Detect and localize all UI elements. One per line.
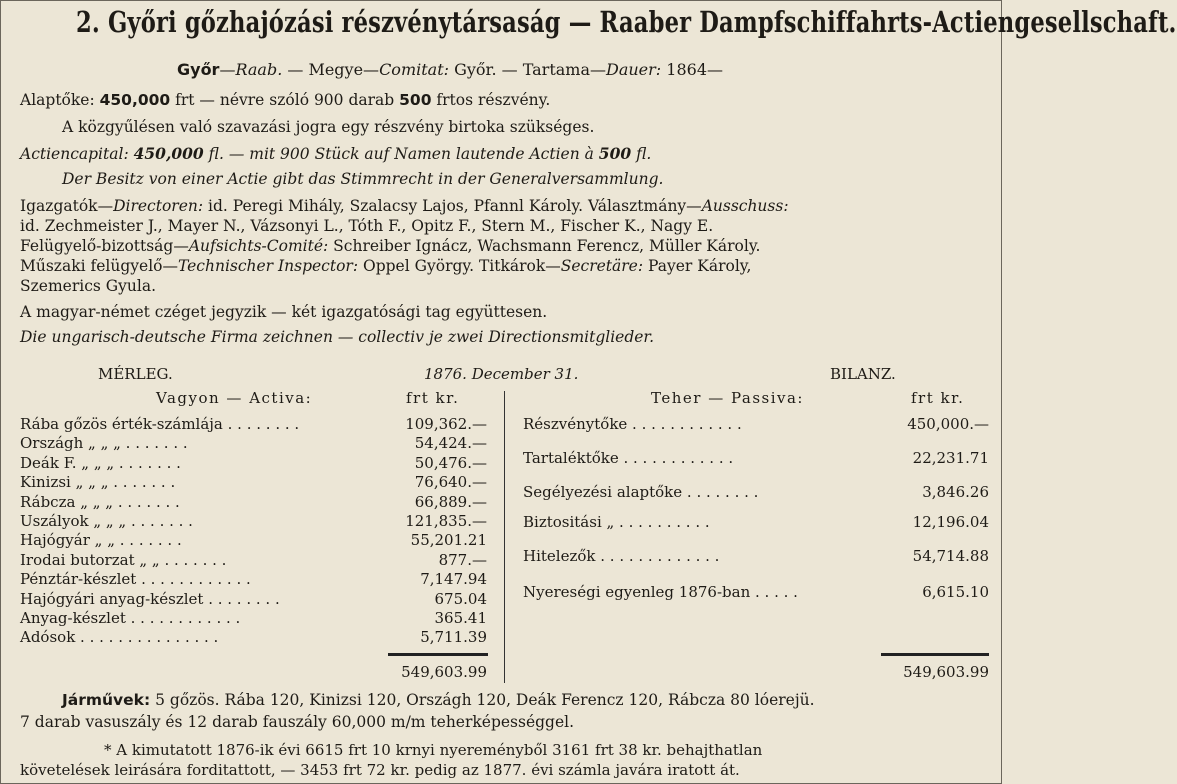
secretary-label: Secretäre: — [560, 257, 644, 275]
assets-header: Vagyon — Activa: — [156, 389, 313, 407]
supervisory-label-hu: Felügyelő-bizottság— — [20, 237, 189, 255]
capital-hu-share-value: 500 — [399, 91, 432, 109]
supervisory-label-de: Aufsichts-Comité: — [188, 237, 329, 255]
liability-label: Részvénytőke . . . . . . . . . . . . — [523, 415, 742, 433]
city-de: Raab. — [235, 60, 283, 79]
vessels-label: Járművek: — [62, 691, 151, 709]
vessels-line-1 — [62, 691, 815, 709]
liability-label: Segélyezési alaptőke . . . . . . . . — [523, 483, 759, 501]
capital-de-share-value: 500 — [598, 144, 632, 163]
ausschuss-label: Ausschuss: — [701, 197, 789, 215]
inspector-label-de: Technischer Inspector: — [177, 257, 359, 275]
directors-names: id. Peregi Mihály, Szalacsy Lajos, Pfannl Károly. Választmány— — [203, 197, 702, 215]
asset-value: 7,147.94 — [420, 570, 487, 589]
asset-value: 877.— — [438, 550, 487, 569]
seat-text-a: — Megye— — [282, 60, 380, 79]
firm-signature-de: Die ungarisch-deutsche Firma zeichnen — collectiv je zwei Directionsmitglieder. — [20, 328, 655, 346]
capital-hu-label: Alaptőke: — [20, 91, 100, 109]
assets-total-rule — [388, 653, 488, 656]
liability-value: 54,714.88 — [912, 547, 989, 565]
asset-label: Rába gőzös érték-számlája . . . . . . . . — [20, 415, 300, 433]
capital-de-end: fl. — [631, 145, 652, 163]
capital-hu-text: frt — névre szóló 900 darab — [170, 91, 400, 109]
liability-value: 3,846.26 — [922, 483, 989, 501]
asset-value: 109,362.— — [405, 415, 487, 433]
liability-label: Tartaléktőke . . . . . . . . . . . . — [523, 449, 734, 467]
capital-de — [20, 144, 651, 163]
asset-value: 675.04 — [434, 589, 487, 608]
capital-hu — [20, 91, 550, 109]
directors-label-de: Directoren: — [113, 197, 204, 215]
seat-line: Győr—Raab. — Megye—Comitat: Győr. — Tartama—Dauer: 1864— — [177, 60, 723, 79]
liability-label: Hitelezők . . . . . . . . . . . . . — [523, 547, 720, 565]
liability-value: 12,196.04 — [912, 513, 989, 531]
directors-line-2: id. Zechmeister J., Mayer N., Vázsonyi L., Tóth F., Opitz F., Stern M., Fischer K., Nagy E. — [20, 217, 714, 235]
asset-label: Kinizsi „ „ „ . . . . . . . — [20, 473, 176, 492]
liabilities-currency: frt kr. — [911, 389, 965, 407]
capital-hu-end: frtos részvény. — [431, 91, 551, 109]
asset-label: Irodai butorzat „ „ . . . . . . . — [20, 550, 227, 569]
total-assets: 549,603.99 — [401, 663, 487, 681]
liability-value: 22,231.71 — [912, 449, 989, 467]
asset-value: 5,711.39 — [420, 628, 487, 647]
footnote-line-2: követelések leirására forditattott, — 3453 frt 72 kr. pedig az 1877. évi számla javára iratott át. — [20, 761, 740, 779]
column-divider — [504, 391, 505, 683]
asset-label: Adósok . . . . . . . . . . . . . . . — [20, 628, 219, 647]
dauer-label: Dauer: — [606, 60, 662, 79]
bilanz-heading: BILANZ. — [830, 365, 896, 383]
capital-de-text: fl. — mit 900 Stück auf Namen lautende Actien à — [203, 145, 599, 163]
asset-label: Anyag-készlet . . . . . . . . . . . . — [20, 609, 241, 627]
city-hu: Győr — [177, 60, 220, 79]
supervisory-names: Schreiber Ignácz, Wachsmann Ferencz, Müller Károly. — [328, 237, 761, 255]
vote-hu: A közgyűlésen való szavazási jogra egy részvény birtoka szükséges. — [62, 118, 595, 136]
vessels-line-2: 7 darab vasuszály és 12 darab fauszály 60,000 m/m teherképességgel. — [20, 713, 575, 731]
directors-line-3 — [20, 237, 760, 255]
liabilities-header: Teher — Passiva: — [651, 389, 804, 407]
asset-value: 66,889.— — [414, 492, 487, 511]
directors-label-hu: Igazgatók— — [20, 197, 114, 215]
assets-currency: frt kr. — [406, 389, 460, 407]
liability-value: 450,000.— — [907, 415, 989, 433]
merleg-heading: MÉRLEG. — [98, 365, 173, 383]
asset-value: 76,640.— — [414, 473, 487, 492]
asset-label: Rábcza „ „ „ . . . . . . . — [20, 492, 180, 511]
directors-line-1 — [20, 197, 990, 215]
asset-value: 365.41 — [434, 609, 487, 627]
asset-value: 54,424.— — [414, 434, 487, 453]
asset-label: Országh „ „ „ . . . . . . . — [20, 434, 188, 453]
asset-value: 121,835.— — [405, 512, 487, 530]
asset-label: Uszályok „ „ „ . . . . . . . — [20, 512, 193, 530]
asset-value: 55,201.21 — [410, 531, 487, 550]
directors-line-5: Szemerics Gyula. — [20, 277, 157, 295]
liability-value: 6,615.10 — [922, 583, 989, 601]
page-title: 2. Győri gőzhajózási részvénytársaság — Raaber Dampfschiffahrts-Actiengesellschaft. — [76, 5, 1177, 39]
firm-signature-hu: A magyar-német czéget jegyzik — két igazgatósági tag együttesen. — [20, 303, 548, 321]
asset-label: Pénztár-készlet . . . . . . . . . . . . — [20, 570, 251, 589]
capital-hu-amount: 450,000 — [99, 91, 171, 109]
liability-label: Biztositási „ . . . . . . . . . . — [523, 513, 710, 531]
asset-label: Hajógyári anyag-készlet . . . . . . . . — [20, 589, 280, 608]
footnote-line-1: * A kimutatott 1876-ik évi 6615 frt 10 krnyi nyereményből 3161 frt 38 kr. behajthatlan — [104, 741, 763, 759]
asset-value: 50,476.— — [414, 453, 487, 472]
balance-date: 1876. December 31. — [424, 365, 579, 383]
seat-text-b: Győr. — Tartama— — [449, 60, 606, 79]
founding-year: 1864— — [661, 60, 723, 79]
capital-de-label: Actiencapital: — [20, 145, 134, 163]
total-liabilities: 549,603.99 — [903, 663, 989, 681]
asset-label: Deák F. „ „ „ . . . . . . . — [20, 453, 181, 472]
asset-label: Hajógyár „ „ . . . . . . . — [20, 531, 182, 550]
inspector-label-hu: Műszaki felügyelő— — [20, 257, 178, 275]
liabilities-total-rule — [881, 653, 989, 656]
directors-line-4 — [20, 257, 751, 275]
capital-de-amount: 450,000 — [133, 144, 204, 163]
secretary-name: Payer Károly, — [643, 257, 752, 275]
vote-de: Der Besitz von einer Actie gibt das Stimmrecht in der Generalversammlung. — [62, 170, 664, 188]
comitat-label: Comitat: — [379, 60, 450, 79]
liability-label: Nyereségi egyenleg 1876-ban . . . . . — [523, 583, 798, 601]
inspector-name: Oppel György. Titkárok— — [358, 257, 561, 275]
vessels-text: 5 gőzös. Rába 120, Kinizsi 120, Országh 120, Deák Ferencz 120, Rábcza 80 lóerejü. — [150, 691, 815, 709]
